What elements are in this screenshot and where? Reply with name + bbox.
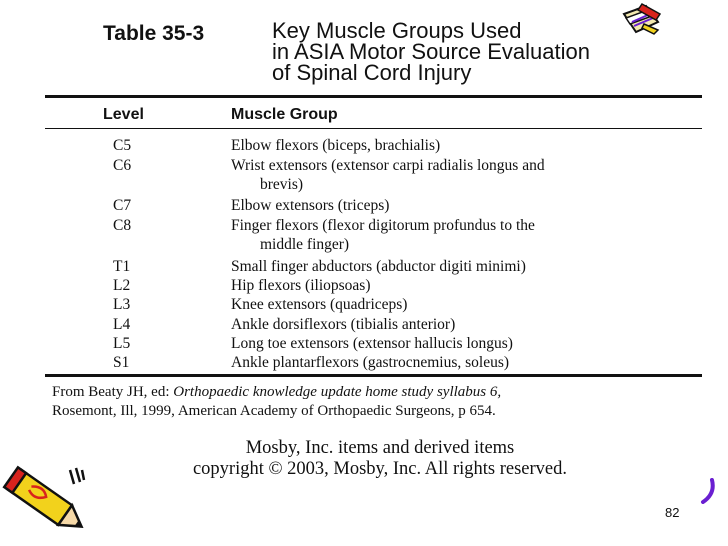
row-muscle-group: Long toe extensors (extensor hallucis longus): [231, 335, 513, 352]
table-title-line-3: of Spinal Cord Injury: [272, 60, 472, 85]
column-header-muscle-group: Muscle Group: [231, 106, 338, 123]
table-label: Table 35-3: [103, 22, 205, 45]
row-muscle-group: Ankle plantarflexors (gastrocnemius, soleus): [231, 354, 510, 371]
column-header-level: Level: [103, 106, 144, 123]
row-level: T1: [113, 258, 131, 275]
row-muscle-group-continued: brevis): [260, 176, 304, 193]
table-title-line-1: Key Muscle Groups Used: [272, 18, 522, 43]
row-muscle-group: Elbow extensors (triceps): [231, 197, 390, 214]
source-book-title: Orthopaedic knowledge update home study syllabus 6,: [173, 384, 502, 400]
pencil-icon: [0, 464, 98, 546]
row-level: L3: [113, 296, 131, 313]
header-divider: [45, 128, 702, 129]
copyright-line-2: copyright © 2003, Mosby, Inc. All rights reserved.: [192, 459, 568, 479]
source-publisher-line: Rosemont, Ill, 1999, American Academy of Orthopaedic Surgeons, p 654.: [52, 403, 496, 419]
copyright-line-1: Mosby, Inc. items and derived items: [245, 438, 515, 458]
row-muscle-group-continued: middle finger): [260, 236, 350, 253]
source-prefix: From Beaty JH, ed:: [52, 384, 174, 400]
row-muscle-group: Ankle dorsiflexors (tibialis anterior): [231, 316, 456, 333]
page-number: 82: [665, 505, 680, 520]
row-level: S1: [113, 354, 130, 371]
row-level: C7: [113, 197, 132, 214]
row-level: C6: [113, 157, 132, 174]
notebook-pencil-icon: [620, 2, 662, 38]
source-citation: [52, 383, 722, 421]
row-level: C8: [113, 217, 132, 234]
table-title-line-2: in ASIA Motor Source Evaluation: [272, 39, 590, 64]
row-muscle-group: Knee extensors (quadriceps): [231, 296, 408, 313]
table-bottom-divider: [45, 374, 702, 377]
title-divider: [45, 95, 702, 98]
row-muscle-group: Finger flexors (flexor digitorum profundus to the: [231, 217, 535, 234]
row-muscle-group: Hip flexors (iliopsoas): [231, 277, 371, 294]
bracket-mark-icon: [700, 478, 716, 504]
row-level: C5: [113, 137, 132, 154]
row-level: L2: [113, 277, 131, 294]
row-muscle-group: Elbow flexors (biceps, brachialis): [231, 137, 441, 154]
row-muscle-group: Small finger abductors (abductor digiti minimi): [231, 258, 526, 275]
table-title: [272, 20, 590, 83]
row-level: L5: [113, 335, 131, 352]
row-muscle-group: Wrist extensors (extensor carpi radialis longus and: [231, 157, 545, 174]
row-level: L4: [113, 316, 131, 333]
